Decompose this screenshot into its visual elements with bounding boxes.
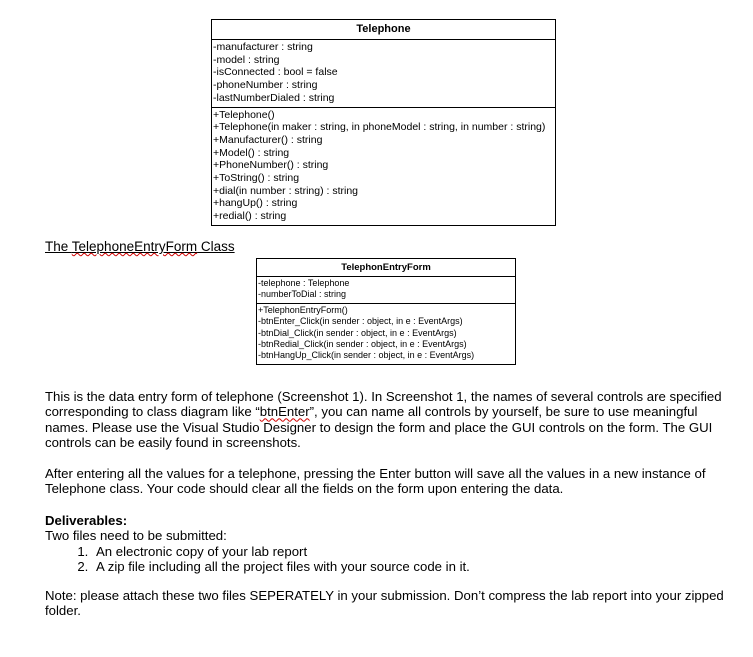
- attribute: -manufacturer : string: [213, 41, 313, 53]
- method: +hangUp() : string: [213, 197, 298, 210]
- form-attributes: [257, 277, 515, 304]
- method: +TelephonEntryForm(): [258, 304, 348, 315]
- attribute: -numberToDial : string: [258, 289, 347, 300]
- list-item: 2. A zip file including all the project files with your source code in it.: [92, 559, 470, 574]
- form-class-diagram: [256, 258, 516, 365]
- method: +Model() : string: [213, 146, 290, 159]
- form-class-name: TelephonEntryForm: [257, 259, 515, 277]
- list-item: 1. An electronic copy of your lab report: [92, 544, 470, 559]
- method: -btnRedial_Click(in sender : object, in e : EventArgs): [258, 339, 467, 350]
- telephone-attributes: [212, 40, 555, 108]
- telephone-methods: [212, 108, 555, 225]
- method: +dial(in number : string) : string: [213, 184, 359, 197]
- method: +Manufacturer() : string: [213, 133, 323, 146]
- telephone-class-name: Telephone: [212, 20, 555, 40]
- method: -btnDial_Click(in sender : object, in e : EventArgs): [258, 327, 457, 338]
- method: +Telephone(): [213, 108, 275, 121]
- description-paragraph: [45, 389, 725, 451]
- method: -btnHangUp_Click(in sender : object, in e : EventArgs): [258, 350, 475, 361]
- deliverables-intro: Two files need to be submitted:: [45, 528, 227, 544]
- deliverables-list: [45, 544, 470, 575]
- method: +Telephone(in maker : string, in phoneModel : string, in number : string): [213, 121, 546, 134]
- method: +ToString() : string: [213, 172, 300, 185]
- attribute: -model : string: [213, 53, 280, 66]
- paragraph-text: ”, you can name all controls by yourself, be sure to use meaningful names. Please use the Visual Studio Designer to design the form and place the GUI controls on the form. The GUI controls can be easily found in screenshots.: [45, 404, 713, 451]
- control-name-example: btnEnter: [259, 404, 310, 420]
- heading-class-name: TelephoneEntryForm: [71, 239, 198, 254]
- form-methods: [257, 304, 515, 364]
- deliverables-heading: Deliverables:: [45, 513, 128, 528]
- attribute: -phoneNumber : string: [213, 79, 318, 92]
- method: +PhoneNumber() : string: [213, 159, 329, 172]
- heading-suffix: Class: [197, 239, 235, 254]
- method: -btnEnter_Click(in sender : object, in e : EventArgs): [258, 316, 463, 327]
- instructions-paragraph: After entering all the values for a telephone, pressing the Enter button will save all the values in a new instance of Telephone class. Your code should clear all the fields on the form upon entering the data.: [45, 466, 706, 497]
- heading-prefix: The: [45, 239, 72, 254]
- attribute: -telephone : Telephone: [258, 278, 350, 288]
- method: +redial() : string: [213, 210, 287, 223]
- paragraph-text: This is the data entry form of telephone (Screenshot 1). In Screenshot 1, the names of several controls are specified corresponding to class diagram like “: [45, 389, 722, 420]
- deliverables-section: [45, 513, 470, 575]
- attribute: -isConnected : bool = false: [213, 66, 338, 79]
- attribute: -lastNumberDialed : string: [213, 91, 335, 104]
- note-paragraph: Note: please attach these two files SEPERATELY in your submission. Don’t compress the lab report into your zipped folder.: [45, 588, 724, 619]
- telephone-class-diagram: [211, 19, 556, 226]
- section-heading: [45, 239, 235, 254]
